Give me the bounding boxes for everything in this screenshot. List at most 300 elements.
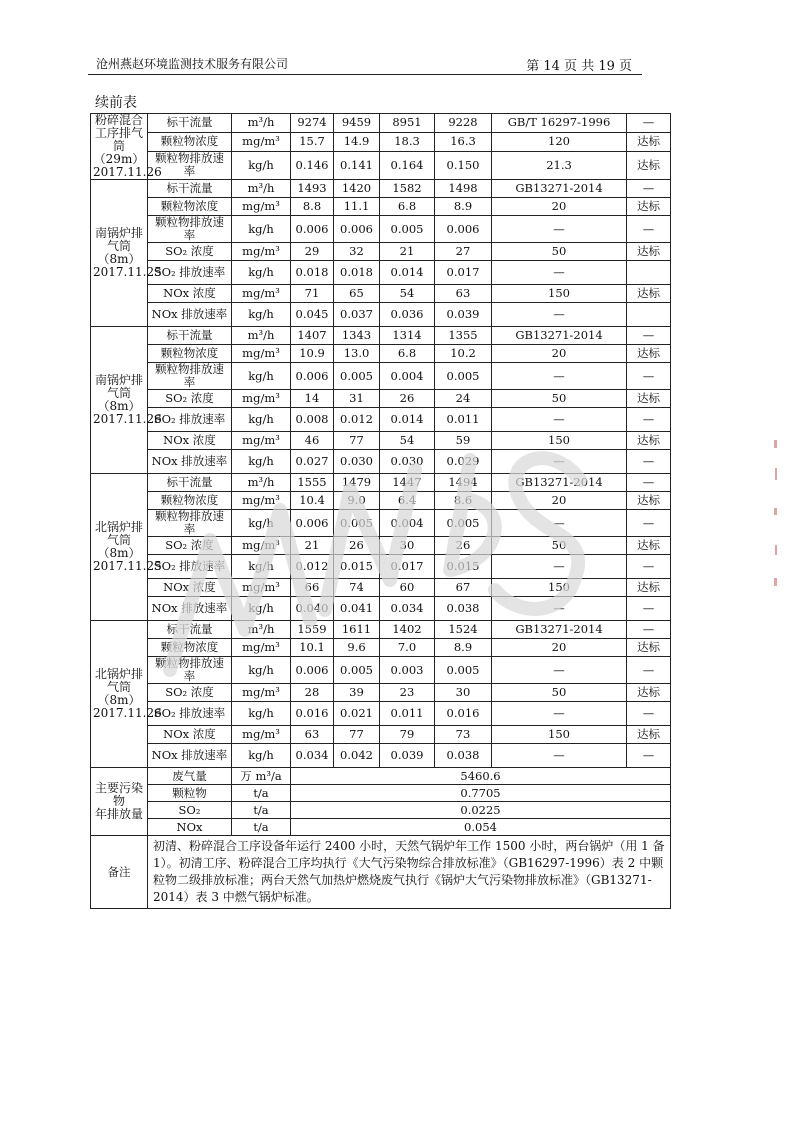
- result-cell: 达标: [627, 639, 671, 657]
- value-cell: 0.005: [334, 363, 380, 390]
- table-row: [91, 114, 671, 133]
- item-cell: SO₂ 排放速率: [148, 408, 232, 432]
- value-cell: 0.005: [380, 216, 435, 243]
- result-cell: 达标: [627, 390, 671, 408]
- item-cell: SO₂ 排放速率: [148, 555, 232, 579]
- table-row: [91, 537, 671, 555]
- item-cell: 颗粒物排放速率: [148, 657, 232, 684]
- limit-cell: 21.3: [492, 151, 627, 179]
- value-cell: 0.014: [380, 408, 435, 432]
- source-line: 南锅炉排: [94, 226, 143, 240]
- unit-cell: kg/h: [232, 510, 291, 537]
- page-number: 第 14 页 共 19 页: [526, 59, 632, 74]
- result-cell: —: [627, 450, 671, 474]
- annual-value-cell: 0.054: [291, 819, 671, 836]
- note-text-cell: 初清、粉碎混合工序设备年运行 2400 小时，天然气锅炉年工作 1500 小时，两台锅炉（用 1 备 1）。初清工序、粉碎混合工序均执行《大气污染物综合排放标准》（GB16297-1996）表 2 中颗粒物二级排放标准；两台天然气加热炉燃烧废气执行《锅炉大气污染物排放标准》（GB13271-2014）表 3 中燃气锅炉标准。: [148, 836, 671, 909]
- table-row: [91, 555, 671, 579]
- value-cell: 71: [291, 285, 334, 303]
- source-cell: [91, 621, 162, 768]
- unit-cell: mg/m³: [232, 285, 291, 303]
- unit-cell: mg/m³: [232, 579, 291, 597]
- value-cell: 0.006: [291, 510, 334, 537]
- unit-cell: kg/h: [232, 363, 291, 390]
- average-cell: 27: [435, 243, 492, 261]
- unit-cell: mg/m³: [232, 198, 291, 216]
- result-cell: 达标: [627, 198, 671, 216]
- result-cell: 达标: [627, 579, 671, 597]
- value-cell: 0.004: [380, 363, 435, 390]
- average-cell: 16.3: [435, 132, 492, 151]
- average-cell: 10.2: [435, 345, 492, 363]
- result-cell: —: [627, 408, 671, 432]
- note-label-cell: 备注: [91, 836, 148, 909]
- value-cell: 0.045: [291, 303, 334, 327]
- value-cell: 1343: [334, 327, 380, 345]
- item-cell: 颗粒物排放速率: [148, 151, 232, 179]
- value-cell: 29: [291, 243, 334, 261]
- source-line: 北锅炉排: [94, 520, 143, 534]
- limit-cell: GB13271-2014: [492, 180, 627, 198]
- value-cell: 23: [380, 684, 435, 702]
- unit-cell: kg/h: [232, 450, 291, 474]
- table-row: [91, 285, 671, 303]
- value-cell: 1559: [291, 621, 334, 639]
- result-cell: [627, 303, 671, 327]
- limit-cell: 20: [492, 198, 627, 216]
- table-row: [91, 390, 671, 408]
- annual-value-cell: 0.7705: [291, 785, 671, 802]
- table-row: [91, 510, 671, 537]
- annual-value-cell: 0.0225: [291, 802, 671, 819]
- annual-label-line: 年排放量: [94, 807, 143, 821]
- unit-cell: mg/m³: [232, 390, 291, 408]
- value-cell: 0.005: [334, 510, 380, 537]
- average-cell: 0.005: [435, 657, 492, 684]
- source-line: 2017.11.26: [93, 165, 162, 179]
- value-cell: 0.037: [334, 303, 380, 327]
- item-cell: 颗粒物浓度: [148, 639, 232, 657]
- average-cell: 0.039: [435, 303, 492, 327]
- average-cell: 0.029: [435, 450, 492, 474]
- unit-cell: mg/m³: [232, 345, 291, 363]
- value-cell: 0.018: [334, 261, 380, 285]
- unit-cell: m³/h: [232, 621, 291, 639]
- value-cell: 30: [380, 537, 435, 555]
- value-cell: 0.041: [334, 597, 380, 621]
- value-cell: 0.040: [291, 597, 334, 621]
- limit-cell: —: [492, 408, 627, 432]
- value-cell: 32: [334, 243, 380, 261]
- unit-cell: mg/m³: [232, 243, 291, 261]
- result-cell: —: [627, 597, 671, 621]
- item-cell: 标干流量: [148, 474, 232, 492]
- limit-cell: 20: [492, 492, 627, 510]
- average-cell: 0.015: [435, 555, 492, 579]
- table-row: [91, 579, 671, 597]
- annual-row: [91, 785, 671, 802]
- limit-cell: —: [492, 363, 627, 390]
- average-cell: 8.9: [435, 198, 492, 216]
- unit-cell: kg/h: [232, 702, 291, 726]
- table-row: [91, 151, 671, 179]
- result-cell: 达标: [627, 684, 671, 702]
- value-cell: 9.6: [334, 639, 380, 657]
- table-row: [91, 345, 671, 363]
- value-cell: 79: [380, 726, 435, 744]
- value-cell: 65: [334, 285, 380, 303]
- value-cell: 63: [291, 726, 334, 744]
- item-cell: NOx 浓度: [148, 432, 232, 450]
- average-cell: 67: [435, 579, 492, 597]
- source-line: 2017.11.26: [93, 412, 162, 426]
- item-cell: SO₂ 排放速率: [148, 261, 232, 285]
- item-cell: 颗粒物浓度: [148, 198, 232, 216]
- unit-cell: kg/h: [232, 408, 291, 432]
- value-cell: 0.164: [380, 151, 435, 179]
- limit-cell: 20: [492, 345, 627, 363]
- result-cell: —: [627, 327, 671, 345]
- source-line: 气筒（8m）: [97, 680, 141, 707]
- unit-cell: kg/h: [232, 555, 291, 579]
- value-cell: 77: [334, 726, 380, 744]
- value-cell: 0.006: [334, 216, 380, 243]
- limit-cell: GB/T 16297-1996: [492, 114, 627, 133]
- table-row: [91, 261, 671, 285]
- average-cell: 24: [435, 390, 492, 408]
- item-cell: 颗粒物浓度: [148, 492, 232, 510]
- result-cell: 达标: [627, 345, 671, 363]
- value-cell: 1420: [334, 180, 380, 198]
- value-cell: 26: [334, 537, 380, 555]
- value-cell: 21: [380, 243, 435, 261]
- value-cell: 0.008: [291, 408, 334, 432]
- result-cell: —: [627, 621, 671, 639]
- value-cell: 6.4: [380, 492, 435, 510]
- item-cell: 颗粒物浓度: [148, 132, 232, 151]
- value-cell: 9.0: [334, 492, 380, 510]
- annual-label-line: 主要污染物: [94, 781, 143, 808]
- source-line: 筒（29m）: [93, 139, 145, 166]
- limit-cell: 50: [492, 243, 627, 261]
- result-cell: —: [627, 744, 671, 768]
- value-cell: 1611: [334, 621, 380, 639]
- value-cell: 0.015: [334, 555, 380, 579]
- value-cell: 0.006: [291, 363, 334, 390]
- table-row: [91, 684, 671, 702]
- company-name: 沧州燕赵环境监测技术服务有限公司: [96, 57, 289, 71]
- item-cell: NOx 浓度: [148, 579, 232, 597]
- table-row: [91, 726, 671, 744]
- result-cell: 达标: [627, 285, 671, 303]
- value-cell: 0.034: [291, 744, 334, 768]
- value-cell: 1314: [380, 327, 435, 345]
- average-cell: 1355: [435, 327, 492, 345]
- average-cell: 73: [435, 726, 492, 744]
- table-row: [91, 621, 671, 639]
- table-row: [91, 432, 671, 450]
- value-cell: 0.012: [334, 408, 380, 432]
- source-line: 2017.11.25: [93, 265, 162, 279]
- annual-item-cell: NOx: [148, 819, 232, 836]
- value-cell: 18.3: [380, 132, 435, 151]
- average-cell: 59: [435, 432, 492, 450]
- result-cell: 达标: [627, 537, 671, 555]
- value-cell: 0.039: [380, 744, 435, 768]
- value-cell: 8.8: [291, 198, 334, 216]
- value-cell: 46: [291, 432, 334, 450]
- limit-cell: —: [492, 510, 627, 537]
- average-cell: 0.006: [435, 216, 492, 243]
- unit-cell: kg/h: [232, 303, 291, 327]
- result-cell: 达标: [627, 432, 671, 450]
- value-cell: 54: [380, 432, 435, 450]
- table-row: [91, 363, 671, 390]
- unit-cell: mg/m³: [232, 639, 291, 657]
- source-line: 2017.11.26: [93, 706, 162, 720]
- value-cell: 11.1: [334, 198, 380, 216]
- page-header: [88, 52, 642, 75]
- unit-cell: kg/h: [232, 261, 291, 285]
- value-cell: 0.021: [334, 702, 380, 726]
- annual-item-cell: 颗粒物: [148, 785, 232, 802]
- average-cell: 0.150: [435, 151, 492, 179]
- value-cell: 21: [291, 537, 334, 555]
- result-cell: —: [627, 216, 671, 243]
- value-cell: 0.005: [334, 657, 380, 684]
- unit-cell: kg/h: [232, 744, 291, 768]
- unit-cell: kg/h: [232, 151, 291, 179]
- limit-cell: GB13271-2014: [492, 327, 627, 345]
- value-cell: 77: [334, 432, 380, 450]
- average-cell: 0.005: [435, 363, 492, 390]
- table-row: [91, 744, 671, 768]
- table-row: [91, 474, 671, 492]
- value-cell: 14: [291, 390, 334, 408]
- average-cell: 1498: [435, 180, 492, 198]
- unit-cell: mg/m³: [232, 492, 291, 510]
- item-cell: 标干流量: [148, 114, 232, 133]
- average-cell: 26: [435, 537, 492, 555]
- value-cell: 28: [291, 684, 334, 702]
- table-row: [91, 132, 671, 151]
- average-cell: 0.038: [435, 744, 492, 768]
- value-cell: 66: [291, 579, 334, 597]
- average-cell: 8.6: [435, 492, 492, 510]
- item-cell: 标干流量: [148, 180, 232, 198]
- table-row: [91, 492, 671, 510]
- value-cell: 0.006: [291, 657, 334, 684]
- limit-cell: —: [492, 216, 627, 243]
- value-cell: 1582: [380, 180, 435, 198]
- annual-unit-cell: t/a: [232, 802, 291, 819]
- source-line: 气筒（8m）: [97, 386, 141, 413]
- value-cell: 0.003: [380, 657, 435, 684]
- result-cell: 达标: [627, 726, 671, 744]
- limit-cell: 150: [492, 432, 627, 450]
- table-row: [91, 702, 671, 726]
- annual-item-cell: SO₂: [148, 802, 232, 819]
- source-cell: [91, 327, 162, 474]
- table-row: [91, 327, 671, 345]
- annual-unit-cell: t/a: [232, 785, 291, 802]
- average-cell: 0.016: [435, 702, 492, 726]
- limit-cell: —: [492, 597, 627, 621]
- average-cell: 63: [435, 285, 492, 303]
- value-cell: 0.146: [291, 151, 334, 179]
- annual-value-cell: 5460.6: [291, 768, 671, 785]
- annual-unit-cell: t/a: [232, 819, 291, 836]
- limit-cell: —: [492, 702, 627, 726]
- value-cell: 31: [334, 390, 380, 408]
- value-cell: 0.006: [291, 216, 334, 243]
- value-cell: 0.012: [291, 555, 334, 579]
- value-cell: 1555: [291, 474, 334, 492]
- value-cell: 8951: [380, 114, 435, 133]
- unit-cell: m³/h: [232, 474, 291, 492]
- source-line: 气筒（8m）: [97, 239, 141, 266]
- item-cell: SO₂ 浓度: [148, 684, 232, 702]
- average-cell: 1524: [435, 621, 492, 639]
- source-line: 气筒（8m）: [97, 533, 141, 560]
- value-cell: 0.017: [380, 555, 435, 579]
- annual-row: [91, 802, 671, 819]
- unit-cell: mg/m³: [232, 684, 291, 702]
- item-cell: NOx 浓度: [148, 726, 232, 744]
- source-line: 2017.11.25: [93, 559, 162, 573]
- annual-label-cell: [91, 768, 148, 836]
- limit-cell: 150: [492, 726, 627, 744]
- limit-cell: 50: [492, 390, 627, 408]
- limit-cell: 50: [492, 684, 627, 702]
- limit-cell: 120: [492, 132, 627, 151]
- result-cell: —: [627, 510, 671, 537]
- item-cell: NOx 浓度: [148, 285, 232, 303]
- item-cell: 颗粒物排放速率: [148, 510, 232, 537]
- limit-cell: —: [492, 261, 627, 285]
- value-cell: 26: [380, 390, 435, 408]
- limit-cell: 150: [492, 579, 627, 597]
- item-cell: NOx 排放速率: [148, 597, 232, 621]
- value-cell: 1407: [291, 327, 334, 345]
- value-cell: 14.9: [334, 132, 380, 151]
- limit-cell: —: [492, 744, 627, 768]
- source-line: 工序排气: [94, 126, 143, 140]
- item-cell: 颗粒物排放速率: [148, 363, 232, 390]
- value-cell: 0.016: [291, 702, 334, 726]
- unit-cell: mg/m³: [232, 726, 291, 744]
- table-row: [91, 303, 671, 327]
- annual-row: [91, 768, 671, 785]
- unit-cell: mg/m³: [232, 432, 291, 450]
- average-cell: 30: [435, 684, 492, 702]
- value-cell: 9274: [291, 114, 334, 133]
- value-cell: 10.9: [291, 345, 334, 363]
- result-cell: —: [627, 180, 671, 198]
- result-cell: 达标: [627, 132, 671, 151]
- value-cell: 13.0: [334, 345, 380, 363]
- value-cell: 0.018: [291, 261, 334, 285]
- source-line: 南锅炉排: [94, 373, 143, 387]
- item-cell: 标干流量: [148, 327, 232, 345]
- value-cell: 60: [380, 579, 435, 597]
- result-cell: 达标: [627, 243, 671, 261]
- result-cell: —: [627, 114, 671, 133]
- value-cell: 1479: [334, 474, 380, 492]
- item-cell: SO₂ 浓度: [148, 243, 232, 261]
- average-cell: 1494: [435, 474, 492, 492]
- result-cell: —: [627, 657, 671, 684]
- limit-cell: —: [492, 657, 627, 684]
- source-cell: [91, 113, 162, 180]
- value-cell: 0.030: [380, 450, 435, 474]
- value-cell: 0.036: [380, 303, 435, 327]
- unit-cell: kg/h: [232, 597, 291, 621]
- table-row: [91, 657, 671, 684]
- limit-cell: —: [492, 450, 627, 474]
- average-cell: 0.017: [435, 261, 492, 285]
- source-cell: [91, 474, 162, 621]
- item-cell: 标干流量: [148, 621, 232, 639]
- source-cell: [91, 180, 162, 327]
- average-cell: 0.038: [435, 597, 492, 621]
- annual-item-cell: 废气量: [148, 768, 232, 785]
- average-cell: 8.9: [435, 639, 492, 657]
- table-row: [91, 450, 671, 474]
- value-cell: 9459: [334, 114, 380, 133]
- value-cell: 10.4: [291, 492, 334, 510]
- value-cell: 0.034: [380, 597, 435, 621]
- value-cell: 0.141: [334, 151, 380, 179]
- value-cell: 0.011: [380, 702, 435, 726]
- table-row: [91, 180, 671, 198]
- average-cell: 0.005: [435, 510, 492, 537]
- source-line: 北锅炉排: [94, 667, 143, 681]
- unit-cell: kg/h: [232, 216, 291, 243]
- result-cell: —: [627, 702, 671, 726]
- limit-cell: 50: [492, 537, 627, 555]
- limit-cell: —: [492, 555, 627, 579]
- value-cell: 0.030: [334, 450, 380, 474]
- result-cell: —: [627, 363, 671, 390]
- value-cell: 54: [380, 285, 435, 303]
- item-cell: SO₂ 浓度: [148, 390, 232, 408]
- value-cell: 1402: [380, 621, 435, 639]
- emission-monitoring-table: [90, 113, 671, 909]
- value-cell: 0.004: [380, 510, 435, 537]
- limit-cell: 20: [492, 639, 627, 657]
- value-cell: 6.8: [380, 345, 435, 363]
- value-cell: 6.8: [380, 198, 435, 216]
- source-line: 粉碎混合: [94, 113, 143, 127]
- unit-cell: m³/h: [232, 327, 291, 345]
- scan-edge-marks: [766, 430, 782, 610]
- table-row: [91, 198, 671, 216]
- table-row: [91, 216, 671, 243]
- value-cell: 0.027: [291, 450, 334, 474]
- item-cell: NOx 排放速率: [148, 744, 232, 768]
- result-cell: 达标: [627, 492, 671, 510]
- item-cell: NOx 排放速率: [148, 450, 232, 474]
- unit-cell: m³/h: [232, 180, 291, 198]
- unit-cell: kg/h: [232, 657, 291, 684]
- limit-cell: —: [492, 303, 627, 327]
- limit-cell: 150: [492, 285, 627, 303]
- result-cell: —: [627, 555, 671, 579]
- annual-row: [91, 819, 671, 836]
- table-row: [91, 408, 671, 432]
- value-cell: 74: [334, 579, 380, 597]
- limit-cell: GB13271-2014: [492, 621, 627, 639]
